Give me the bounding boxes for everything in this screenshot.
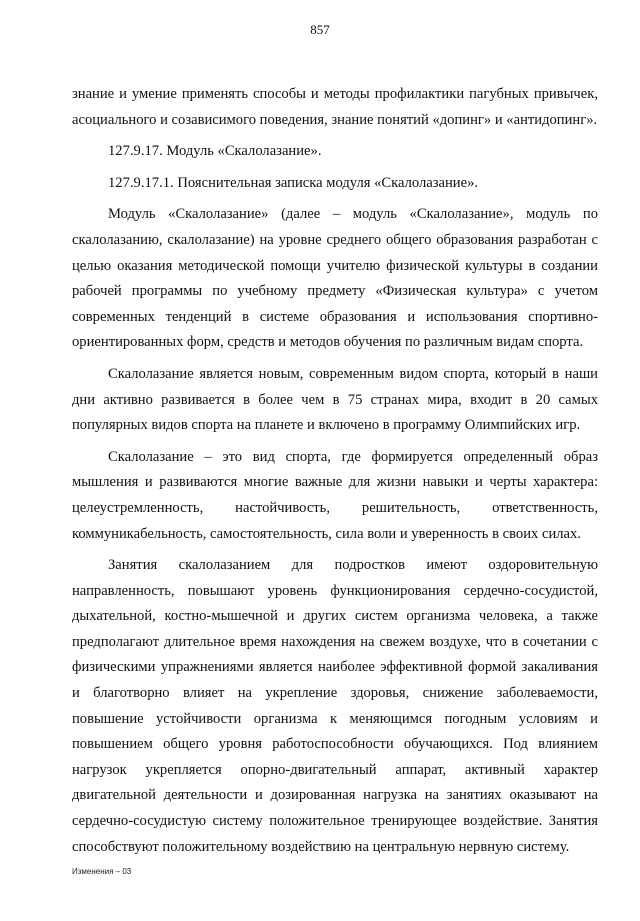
- paragraph: знание и умение применять способы и методы профилактики пагубных привычек, асоциального и созависимого поведения, знание понятий «допинг» и «антидопинг».: [72, 86, 598, 128]
- subsection-heading: 127.9.17.1. Пояснительная записка модуля «Скалолазание».: [108, 174, 479, 191]
- paragraph: Модуль «Скалолазание» (далее – модуль «Скалолазание», модуль по скалолазанию, скалолазание) на уровне среднего общего образования разработан с целью оказания методической помощи учителю физической культуры в создании рабочей программы по учебному предмету «Физическая культура» с учетом современных тенденций в системе образования и использования спортивно-ориентированных форм, средств и методов обучения по различным видам спорта.: [72, 206, 598, 351]
- paragraph: Скалолазание является новым, современным видом спорта, который в наши дни активно развивается в более чем в 75 странах мира, входит в 20 самых популярных видов спорта на планете и включено в программу Олимпийских игр.: [72, 365, 598, 434]
- paragraph: Занятия скалолазанием для подростков имеют оздоровительную направленность, повышают уровень функционирования сердечно-сосудистой, дыхательной, костно-мышечной и других систем организма человека, а также предполагают длительное время нахождения на свежем воздухе, что в сочетании с физическими упражнениями является наиболее эффективной формой закаливания и благотворно влияет на укрепление здоровья, снижение заболеваемости, повышение устойчивости организма к меняющимся погодным условиям и повышением общего уровня работоспособности обучающихся. Под влиянием нагрузок укрепляется опорно-двигательный аппарат, активный характер двигательной деятельности и дозированная нагрузка на занятиях оказывают на сердечно-сосудистую систему положительное тренирующее воздействие. Занятия способствуют положительному воздействию на центральную нервную систему.: [72, 557, 598, 855]
- page-body: [72, 82, 598, 860]
- page-number: 857: [310, 22, 330, 37]
- paragraph: Скалолазание – это вид спорта, где формируется определенный образ мышления и развиваются многие важные для жизни навыки и черты характера: целеустремленность, настойчивость, решительность, ответственность, коммуникабельность, самостоятельность, сила воли и уверенность в своих силах.: [72, 448, 598, 542]
- revision-footer: Изменения – 03: [72, 867, 132, 876]
- section-heading: 127.9.17. Модуль «Скалолазание».: [108, 143, 322, 160]
